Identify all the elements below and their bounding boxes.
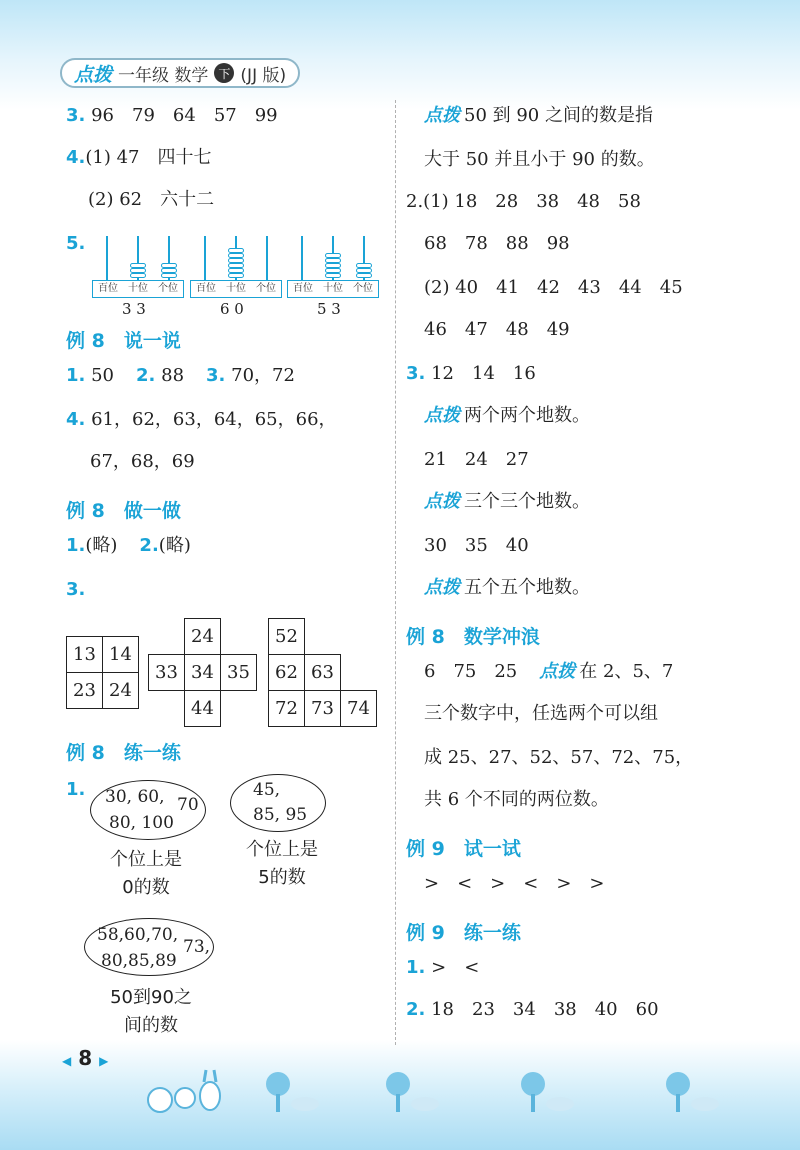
- abacus-1-digits: 3 3: [122, 300, 146, 318]
- top-background: [0, 0, 800, 110]
- answer-2-2-cont: 46 47 48 49: [424, 319, 570, 340]
- caption-ones-zero: 个位上是 0的数: [110, 849, 182, 898]
- answer-surf: 6 75 25 点拨 在 2、5、7: [424, 661, 674, 682]
- oval-ones-five: 45, 85, 95: [230, 774, 326, 832]
- brand-logo: 点拨: [74, 63, 113, 86]
- caption-between-50-90: 50到90之 间的数: [110, 987, 192, 1036]
- section-title-shi: 例 9 试一试: [406, 838, 521, 860]
- number-grid-3: 52 62 63 72 73 74: [268, 618, 377, 727]
- answer-3: 3. 96 79 64 57 99: [66, 105, 278, 126]
- tip-count-twos: 点拨 两个两个地数。: [424, 405, 590, 426]
- number-grid-1: 13 14 23 24: [66, 636, 139, 709]
- answer-compare-symbols: > < > < > >: [424, 873, 605, 894]
- answer-count-fives: 30 35 40: [424, 535, 529, 556]
- abacus-2-digits: 6 0: [220, 300, 244, 318]
- prev-arrow-icon: ◀: [62, 1054, 72, 1068]
- column-divider: [395, 100, 396, 1045]
- oval-ones-zero: 30, 60, 70 80, 100: [90, 780, 206, 840]
- answer-4-1: 4.(1) 47 四十七: [66, 147, 212, 168]
- answer-4-2: (2) 62 六十二: [88, 189, 215, 210]
- abacus-2: 百位 十位 个位 6 0: [190, 236, 282, 316]
- tip-50-90: 点拨 50 到 90 之间的数是指: [424, 105, 653, 126]
- abacus-3-digits: 5 3: [317, 300, 341, 318]
- page-number: ◀ 8 ▶: [62, 1046, 109, 1070]
- section-title-lian: 例 8 练一练: [66, 742, 181, 764]
- header-title: 一年级 数学: [118, 65, 209, 86]
- abacus-3: 百位 十位 个位 5 3: [287, 236, 379, 316]
- answer-3-grid-label: 3.: [66, 579, 86, 600]
- next-arrow-icon: ▶: [99, 1054, 109, 1068]
- section-title-chonglang: 例 8 数学冲浪: [406, 626, 540, 648]
- caption-ones-five: 个位上是 5的数: [246, 839, 318, 888]
- number-grid-2: 24 33 34 35 44: [148, 618, 257, 727]
- section-title-lian-9: 例 9 练一练: [406, 922, 521, 944]
- answer-2-2: (2) 40 41 42 43 44 45: [424, 277, 683, 298]
- answer-4-sequence-cont: 67，68，69: [90, 451, 195, 472]
- section-title-shuo: 例 8 说一说: [66, 330, 181, 352]
- tip-count-threes: 点拨 三个三个地数。: [424, 491, 590, 512]
- tip-count-fives: 点拨 五个五个地数。: [424, 577, 590, 598]
- answer-count-threes: 21 24 27: [424, 449, 529, 470]
- section-title-zuo: 例 8 做一做: [66, 500, 181, 522]
- answers-omitted: 1.(略) 2.(略): [66, 535, 191, 556]
- answers-1-2-3: 1. 50 2. 88 3. 70，72: [66, 365, 295, 386]
- edition-label: (JJ 版): [240, 65, 287, 86]
- volume-badge: 下: [214, 63, 234, 83]
- answer-4-sequence: 4. 61，62，63，64，65，66，: [66, 409, 337, 430]
- abacus-1: 百位 十位 个位 3 3: [92, 236, 184, 316]
- page-header: [60, 58, 300, 88]
- oval-between-50-90: 58,60,70, 73, 80,85,89: [84, 918, 214, 976]
- answer-surf-cont-2: 成 25、27、52、57、72、75，: [424, 747, 694, 768]
- answer-3-right: 3. 12 14 16: [406, 363, 536, 384]
- answer-1-ovals-label: 1.: [66, 779, 86, 800]
- answer-2-1-cont: 68 78 88 98: [424, 233, 570, 254]
- answer-surf-cont-3: 共 6 个不同的两位数。: [424, 789, 609, 810]
- answer-surf-cont-1: 三个数字中，任选两个可以组: [424, 703, 658, 724]
- answer-2-1: 2.(1) 18 28 38 48 58: [406, 191, 641, 212]
- answer-1-right: 1. > <: [406, 957, 480, 978]
- footer-decoration-icon: [140, 1060, 760, 1120]
- tip-50-90-cont: 大于 50 并且小于 90 的数。: [424, 149, 655, 170]
- answer-5-label: 5.: [66, 233, 86, 254]
- answer-2-right: 2. 18 23 34 38 40 60: [406, 999, 659, 1020]
